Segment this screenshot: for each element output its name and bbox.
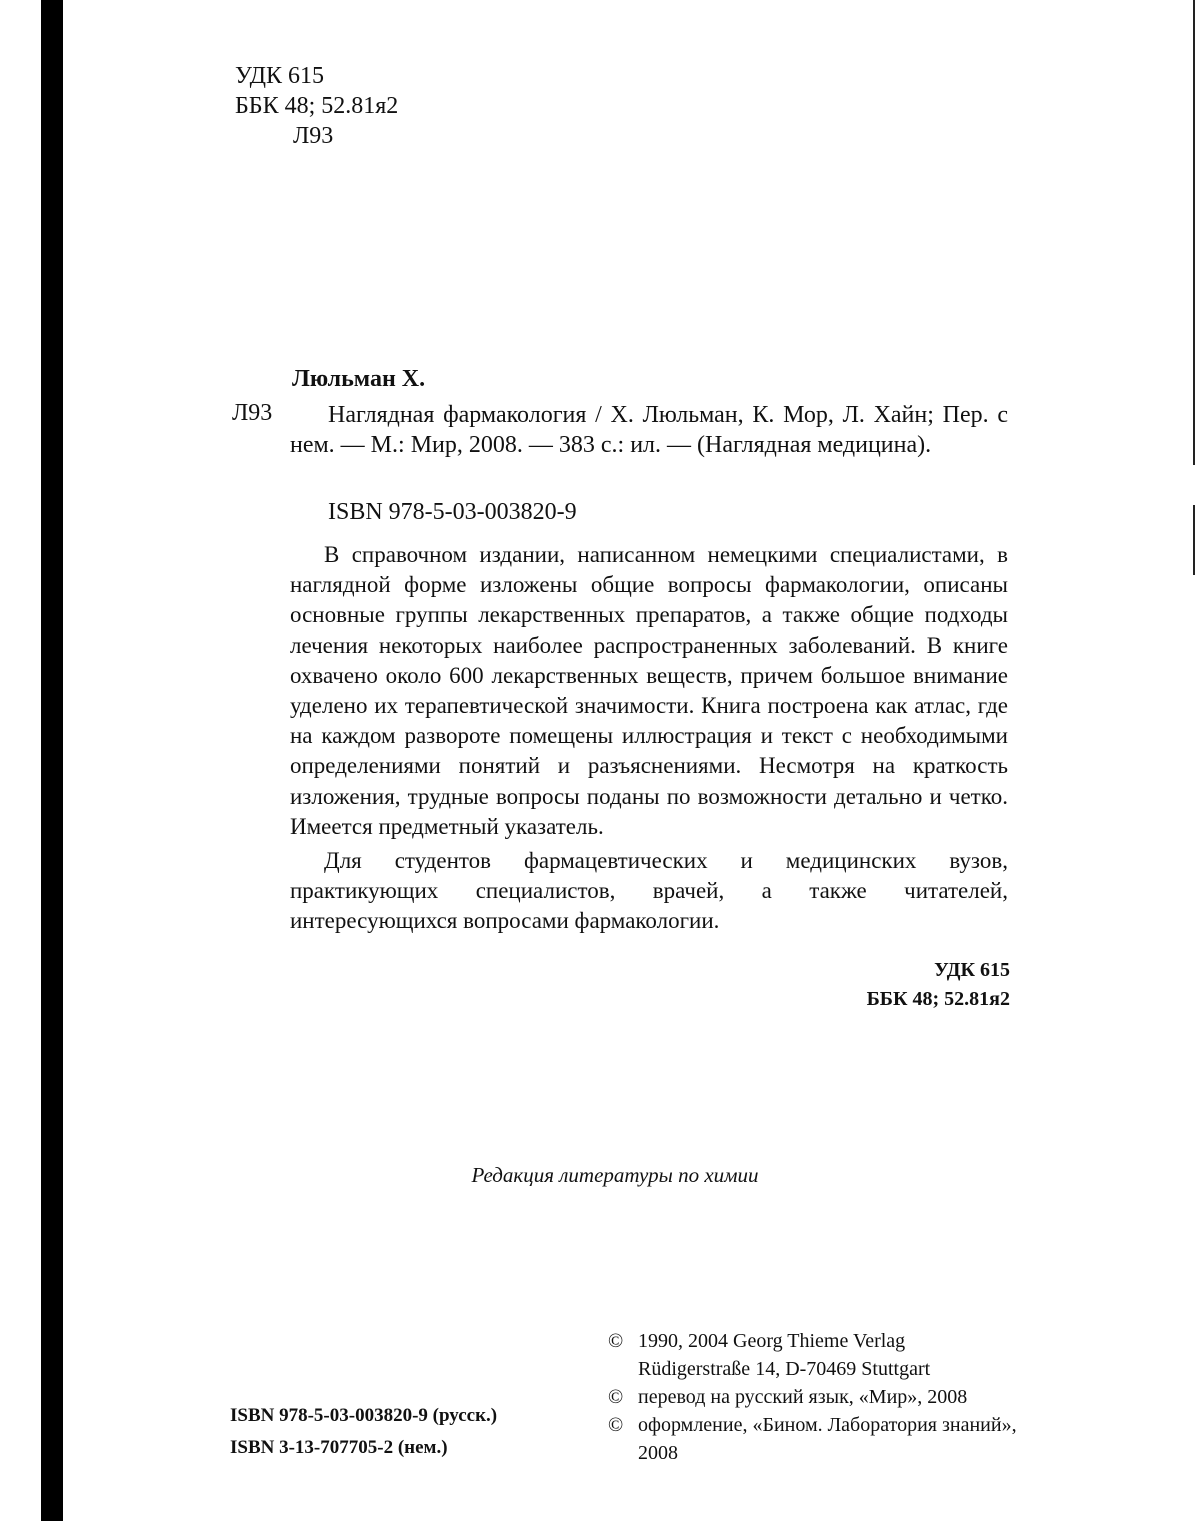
copyright-icon: ©: [608, 1414, 624, 1436]
author-name: Люльман Х.: [292, 366, 426, 392]
classification-header: [235, 61, 398, 151]
copyright-line: перевод на русский язык, «Мир», 2008: [638, 1386, 968, 1408]
copyright-translation: [608, 1383, 1028, 1411]
isbn-german: ISBN 3-13-707705-2 (нем.): [230, 1437, 448, 1458]
author-code: Л93: [232, 400, 273, 426]
udk-code-bottom: УДК 615: [934, 959, 1010, 981]
scan-edge-right-mid: [1193, 505, 1195, 575]
isbn: ISBN 978-5-03-003820-9: [328, 499, 577, 525]
bbk-code-bottom: ББК 48; 52.81я2: [866, 988, 1010, 1010]
scan-edge-right-top: [1193, 0, 1195, 465]
copyright-block: [608, 1327, 1028, 1467]
classification-footer: [867, 956, 1010, 1014]
udk-code: УДК 615: [235, 63, 324, 89]
author-mark: Л93: [293, 123, 334, 149]
copyright-icon: ©: [608, 1330, 624, 1352]
abstract-paragraph: В справочном издании, написанном немецкими специалистами, в наглядной форме изложены общие вопросы фармакологии, описаны основные группы лекарственных препаратов, а также общие подходы лечения некоторых наиболее распространенных заболеваний. В книге охвачено около 600 лекарственных веществ, причем большое внимание уделено их терапевтической значимости. Книга построена как атлас, где на каждом развороте помещены иллюстрация и текст с необходимыми определениями понятий и разъяснениями. Несмотря на краткость изложения, трудные вопросы поданы по возможности детально и четко. Имеется предметный указатель.: [290, 542, 1008, 839]
copyright-line: оформление, «Бином. Лаборатория знаний», 2008: [638, 1414, 1017, 1464]
isbn-russian: ISBN 978-5-03-003820-9 (русск.): [230, 1405, 498, 1426]
editorial-department: Редакция литературы по химии: [471, 1163, 759, 1187]
bbk-code: ББК 48; 52.81я2: [235, 93, 399, 119]
copyright-icon: ©: [608, 1386, 624, 1408]
publisher-address: Rüdigerstraße 14, D-70469 Stuttgart: [638, 1358, 931, 1380]
copyright-line: 1990, 2004 Georg Thieme Verlag: [638, 1330, 906, 1352]
copyright-original: [608, 1327, 1028, 1383]
copyright-design: [608, 1411, 1028, 1467]
bibliographic-entry: Наглядная фармакология / Х. Люльман, К. Мор, Л. Хайн; Пер. с нем. — М.: Мир, 2008. — 383 с.: ил. — (Наглядная медицина).: [290, 402, 1008, 458]
scan-edge-left: [41, 0, 63, 1521]
abstract: [290, 540, 1008, 937]
audience-paragraph: Для студентов фармацевтических и медицинских вузов, практикующих специалистов, врачей, а также читателей, интересующихся вопросами фармакологии.: [290, 848, 1008, 934]
isbn-list: [230, 1400, 497, 1464]
